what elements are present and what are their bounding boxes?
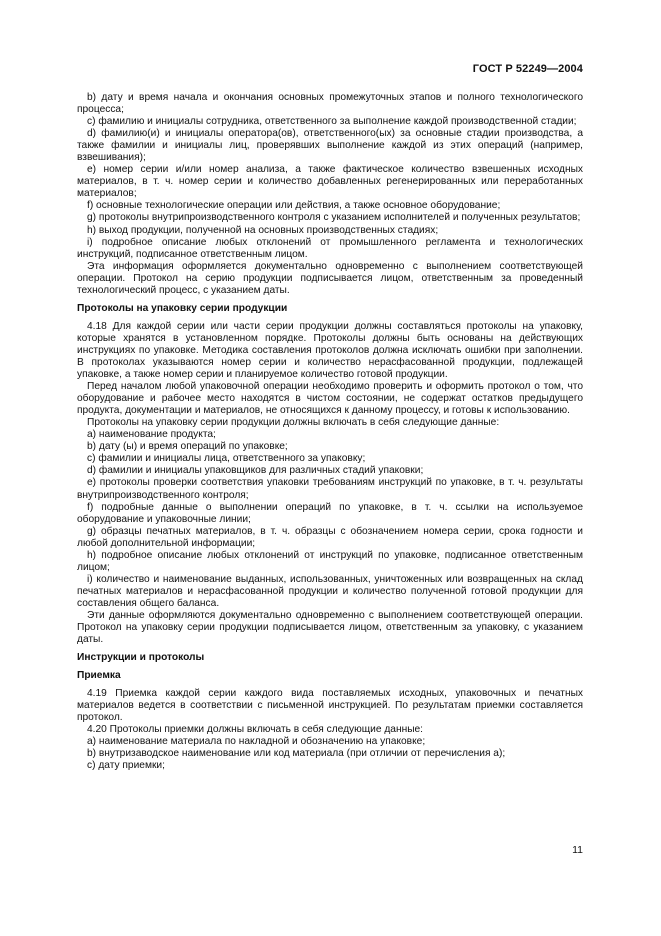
paragraph: g) протоколы внутрипроизводственного контроля с указанием исполнителей и полученных результатов;	[87, 212, 581, 224]
paragraph: b) дату (ы) и время операций по упаковке;	[87, 441, 288, 453]
paragraph: а) наименование продукта;	[87, 429, 216, 441]
section-heading: Инструкции и протоколы	[77, 652, 205, 664]
paragraph: i) количество и наименование выданных, использованных, уничтоженных или возвращенных на склад печатных материалов и нерасфасованной продукции и количество полученной готовой продукции для составления общего баланса.	[77, 573, 583, 609]
paragraph: 4.20 Протоколы приемки должны включать в себя следующие данные:	[87, 724, 424, 736]
paragraph: d) фамилию(и) и инициалы оператора(ов), ответственного(ых) за основные стадии производства, а также фамилии и инициалы лиц, проверявших выполнение каждой из этих операций (например, взвешивания);	[77, 128, 583, 164]
paragraph: е) номер серии и/или номер анализа, а также фактическое количество взвешенных исходных материалов, в т. ч. номер серии и количество добавленных регенерированных или переработанных материалов;	[77, 164, 583, 200]
paragraph: 4.19 Приемка каждой серии каждого вида поставляемых исходных, упаковочных и печатных материалов ведется в соответствии с письменной инструкцией. По результатам приемки составляется протокол.	[77, 688, 583, 724]
page-number: 11	[572, 844, 583, 856]
standard-header: ГОСТ Р 52249—2004	[472, 63, 583, 75]
paragraph: b) внутризаводское наименование или код материала (при отличии от перечисления а);	[87, 748, 506, 760]
paragraph: Перед началом любой упаковочной операции необходимо проверить и оформить протокол о том, что оборудование и рабочее место находятся в чистом состоянии, не содержат остатков предыдущего продукта, документации и материалов, не относящихся к данному процессу, и готовы к использованию.	[77, 381, 583, 417]
paragraph: f) основные технологические операции или действия, а также основное оборудование;	[87, 200, 501, 212]
paragraph: i) подробное описание любых отклонений от промышленного регламента и технологических инструкций, подписанное ответственным лицом.	[77, 236, 583, 260]
paragraph: h) выход продукции, полученной на основных производственных стадиях;	[87, 224, 439, 236]
paragraph: Эти данные оформляются документально одновременно с выполнением соответствующей операции. Протокол на упаковку серии продукции подписывается лицом, ответственным за упаковку, с указанием даты.	[77, 609, 583, 646]
paragraph: а) наименование материала по накладной и обозначению на упаковке;	[87, 736, 426, 748]
paragraph: f) подробные данные о выполнении операций по упаковке, в т. ч. ссылки на используемое оборудование и упаковочные линии;	[77, 501, 583, 525]
paragraph: c) дату приемки;	[87, 760, 165, 772]
paragraph: g) образцы печатных материалов, в т. ч. образцы с обозначением номера серии, срока годности и любой дополнительной информации;	[77, 525, 583, 549]
paragraph: Эта информация оформляется документально одновременно с выполнением соответствующей операции. Протокол на серию продукции подписывается лицом, ответственным за проведенный технологический процесс, с указанием даты.	[77, 260, 583, 296]
paragraph: d) фамилии и инициалы упаковщиков для различных стадий упаковки;	[87, 465, 424, 477]
paragraph: 4.18 Для каждой серии или части серии продукции должны составляться протоколы на упаковку, которые хранятся в установленном порядке. Протоколы должны быть основаны на действующих инструкциях по упаковке. Методика составления протоколов должна исключать ошибки при заполнении. В протоколах указываются номер серии и количество нерасфасованной продукции, подлежащей упаковке, а также номер серии и планируемое количество готовой продукции.	[77, 320, 583, 381]
section-heading: Приемка	[77, 670, 121, 682]
document-body	[77, 92, 583, 773]
paragraph: c) фамилию и инициалы сотрудника, ответственного за выполнение каждой производственной стадии;	[87, 116, 577, 128]
paragraph: b) дату и время начала и окончания основных промежуточных этапов и полного технологического процесса;	[77, 92, 583, 116]
paragraph: е) протоколы проверки соответствия упаковки требованиям инструкций по упаковке, в т. ч. результаты внутрипроизводственного контроля;	[77, 477, 583, 501]
paragraph: h) подробное описание любых отклонений от инструкций по упаковке, подписанное ответственным лицом;	[77, 549, 583, 573]
paragraph: c) фамилии и инициалы лица, ответственного за упаковку;	[87, 453, 366, 465]
section-heading: Протоколы на упаковку серии продукции	[77, 302, 288, 314]
paragraph: Протоколы на упаковку серии продукции должны включать в себя следующие данные:	[87, 417, 500, 429]
